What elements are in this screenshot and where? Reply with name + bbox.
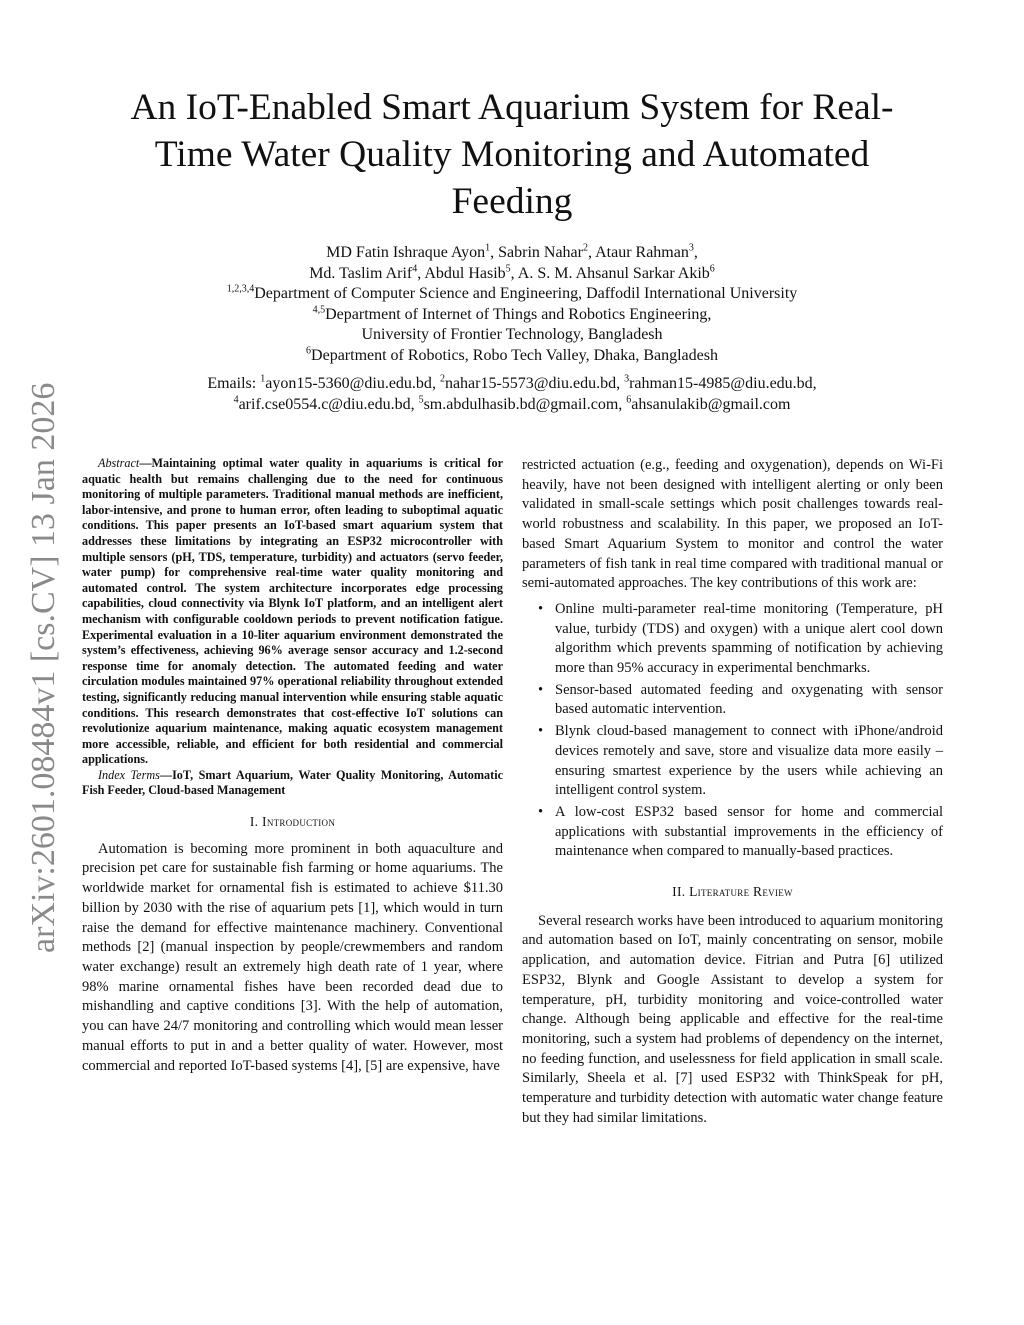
- separator: ,: [510, 264, 518, 282]
- index-terms-text: —IoT, Smart Aquarium, Water Quality Monitoring, Automatic Fish Feeder, Cloud-based Management: [82, 767, 503, 798]
- affiliation-line: [100, 325, 924, 346]
- introduction-continued-paragraph: restricted actuation (e.g., feeding and oxygenation), depends on Wi-Fi heavily, have not been designed with intelligent alerting or only been validated in small-scale settings which posit challenges towards real-world robustness and scalability. In this paper, we proposed an IoT-based Smart Aquarium System to monitor and control the water parameters of fish tank in real time compared with traditional manual or semi-automated approaches. The key contributions of this work are:: [522, 457, 943, 592]
- paper-title: An IoT-Enabled Smart Aquarium System for Real-Time Water Quality Monitoring and Automated Feeding: [130, 87, 894, 222]
- affiliation-sup: 1,2,3,4: [226, 283, 255, 295]
- abstract-label: Abstract: [98, 456, 140, 470]
- author-name: MD Fatin Ishraque Ayon: [326, 244, 486, 261]
- email-sup: 4: [233, 394, 239, 405]
- abstract-text: —Maintaining optimal water quality in aquariums is critical for aquatic health but remains challenging due to the need for continuous monitoring of multiple parameters. Traditional manual methods are inefficient, labor-intensive, and prone to human error, often leading to suboptimal aquatic conditions. This paper presents an IoT-based smart aquarium system that addresses these limitations by integrating an ESP32 microcontroller with multiple sensors (pH, TDS, temperature, turbidity) and actuators (servo feeder, water pump) for comprehensive real-time water quality monitoring and automated control. The system architecture incorporates edge processing capabilities, cloud connectivity via Blynk IoT platform, and an intelligent alert mechanism with configurable cooldown periods to prevent notification fatigue. Experimental evaluation in a 10-liter aquarium environment demonstrated the system’s effectiveness, achieving 96% average sensor accuracy and 1.2-second response time for anomaly detection. The automated feeding and water circulation modules maintained 97% operational reliability throughout extended testing, significantly reducing manual intervention while ensuring stable aquatic conditions. This research demonstrates that cost-effective IoT solutions can revolutionize aquarium maintenance, making aquatic ecosystem management more accessible, reliable, and efficient for both residential and commercial applications.: [82, 456, 503, 767]
- email-line-2: [100, 395, 924, 416]
- author-affil-sup: 3: [688, 242, 694, 254]
- author-block: [100, 243, 924, 415]
- section-title: Introduction: [262, 814, 336, 830]
- email-address[interactable]: nahar15-5573@diu.edu.bd: [444, 375, 617, 392]
- left-column: [82, 456, 503, 1076]
- affiliation-text: University of Frontier Technology, Bangladesh: [361, 326, 663, 343]
- author-affil-sup: 1: [485, 242, 491, 254]
- email-sup: 5: [418, 394, 424, 405]
- email-address[interactable]: ahsanulakib@gmail.com: [631, 395, 791, 413]
- affiliation-text: Department of Robotics, Robo Tech Valley, Dhaka, Bangladesh: [311, 346, 718, 364]
- affiliation-line: [100, 284, 924, 305]
- author-affil-sup: 6: [709, 263, 715, 274]
- section-title: Literature Review: [689, 884, 793, 900]
- literature-review-paragraph: Several research works have been introduced to aquarium monitoring and automation based on IoT, mainly concentrating on sensor, mobile application, and automation device. Fitrian and Putra [6] utilized ESP32, Blynk and Google Assistant to develop a system for temperature, pH, turbidity monitoring and voice-controlled water change. Although being applicable and effective for the real-time monitoring, such a system had problems of dependency on the internet, no feeding function, and uselessness for field application in small scale. Similarly, Sheela et al. [7] used ESP32 with ThinkSpeak for pH, temperature and turbidity detection with automatic water change feature but they had similar limitations.: [522, 912, 943, 1126]
- author-name: Sabrin Nahar: [498, 244, 583, 261]
- author-name: Md. Taslim Arif: [309, 264, 413, 282]
- list-item: • A low-cost ESP32 based sensor for home and commercial applications with substantial improvements in the efficiency of maintenance when compared to manually-based practices.: [555, 803, 943, 862]
- section-numeral: II.: [672, 884, 686, 900]
- author-affil-sup: 4: [412, 263, 418, 274]
- affiliation-sup: 4,5: [312, 304, 326, 315]
- abstract: [82, 456, 503, 768]
- affiliation-line: [100, 346, 924, 367]
- list-item: • Blynk cloud-based management to connect with iPhone/android devices remotely and save, store and visualize data more easily – ensuring smartest experience by the users while achieving an intelligent control system.: [555, 722, 943, 801]
- email-address[interactable]: sm.abdulhasib.bd@gmail.com: [423, 395, 619, 413]
- section-numeral: I.: [249, 814, 259, 830]
- separator: ,: [812, 375, 817, 392]
- author-line-2: [100, 264, 924, 285]
- separator: ,: [693, 244, 698, 261]
- author-line-1: [100, 243, 924, 264]
- affiliation-sup: 6: [306, 345, 312, 356]
- email-address[interactable]: rahman15-4985@diu.edu.bd: [629, 375, 813, 392]
- affiliation-text: Department of Internet of Things and Robotics Engineering,: [325, 305, 712, 323]
- email-address[interactable]: arif.cse0554.c@diu.edu.bd: [238, 395, 411, 413]
- author-name: A. S. M. Ahsanul Sarkar Akib: [517, 264, 710, 282]
- right-column: [522, 456, 943, 1129]
- list-item: • Sensor-based automated feeding and oxygenating with sensor based automatic intervention.: [555, 681, 943, 720]
- email-line-1: [100, 374, 924, 395]
- author-affil-sup: 2: [582, 242, 588, 254]
- affiliation-text: Department of Computer Science and Engineering, Daffodil International University: [254, 285, 798, 302]
- contributions-list: [522, 600, 943, 862]
- email-sup: 6: [626, 394, 632, 405]
- list-item: • Online multi-parameter real-time monitoring (Temperature, pH value, turbidy (TDS) and oxygen) with a unique alert cool down algorithm which prevents spamming of notification by achieving more than 95% accuracy in experimental benchmarks.: [555, 600, 943, 679]
- section-heading-introduction: [82, 812, 503, 832]
- email-sup: 1: [260, 373, 266, 385]
- separator: ,: [410, 395, 419, 413]
- separator: ,: [417, 264, 425, 282]
- separator: ,: [587, 244, 596, 261]
- affiliation-line: [100, 305, 924, 326]
- author-name: Abdul Hasib: [424, 264, 506, 282]
- separator: ,: [431, 375, 440, 392]
- section-heading-literature-review: [522, 882, 943, 902]
- index-terms: [82, 768, 503, 799]
- arxiv-identifier: arXiv:2601.08484v1 [cs.CV] 13 Jan 2026: [25, 382, 62, 953]
- separator: ,: [490, 244, 499, 261]
- emails-label: Emails:: [207, 375, 261, 392]
- email-address[interactable]: ayon15-5360@diu.edu.bd: [265, 375, 432, 392]
- introduction-paragraph: Automation is becoming more prominent in both aquaculture and precision pet care for sustainable fish farming or home aquariums. The worldwide market for ornamental fish is estimated to achieve $11.30 billion by 2030 with the rise of aquarium pets [1], which would in turn raise the demand for effective maintenance machinery. Conventional methods [2] (manual inspection by people/crewmembers and random water exchange) result an extremely high death rate of 1 year, where 98% marine ornamental fishes have been recorded dead due to mishandling and captive conditions [3]. With the help of automation, you can have 24/7 monitoring and controlling which would mean lesser manual efforts to put in and a better quality of water. However, most commercial and reported IoT-based systems [4], [5] are expensive, have: [82, 840, 503, 1074]
- author-name: Ataur Rahman: [595, 244, 689, 261]
- email-sup: 2: [439, 373, 445, 385]
- email-sup: 3: [624, 373, 630, 385]
- index-terms-label: Index Terms: [98, 767, 160, 782]
- separator: ,: [616, 375, 625, 392]
- author-affil-sup: 5: [505, 263, 511, 274]
- separator: ,: [618, 395, 627, 413]
